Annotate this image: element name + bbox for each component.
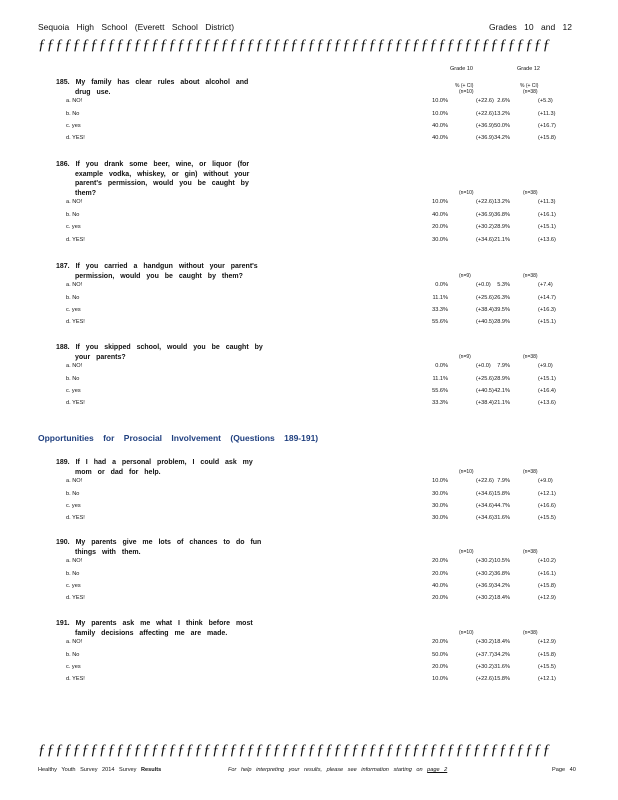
- answer-row: [56, 514, 616, 526]
- footer-help-text: [228, 767, 447, 773]
- grade10-n: (n=10): [459, 469, 474, 476]
- answer-label: d. YES!: [66, 400, 85, 407]
- grade10-ci: (+34.6): [476, 502, 494, 509]
- answer-label: a. NO!: [66, 639, 83, 646]
- grade10-ci: (+30.2): [476, 639, 494, 646]
- grade10-ci: (+30.2): [476, 663, 494, 670]
- grade12-ci: (+11.3): [538, 110, 556, 117]
- answer-row: [56, 638, 616, 650]
- grade12-percent: 34.2%: [494, 582, 510, 589]
- grade10-percent: 10.0%: [432, 98, 448, 105]
- question-line: them?: [75, 189, 96, 197]
- grade10-percent: 20.0%: [432, 663, 448, 670]
- grade12-percent: 28.9%: [494, 319, 510, 326]
- answer-label: d. YES!: [66, 135, 85, 142]
- grade10-percent: 11.1%: [432, 375, 448, 382]
- answer-label: b. No: [66, 651, 80, 658]
- answer-row: [56, 582, 616, 594]
- grade10-ci: (+34.6): [476, 236, 494, 243]
- grade10-percent: 10.0%: [432, 676, 448, 683]
- grade10-percent: 20.0%: [432, 595, 448, 602]
- grade10-ci: (+22.6): [476, 199, 494, 206]
- grade10-percent: 40.0%: [432, 211, 448, 218]
- question-line: If you drank some beer, wine, or liquor (for: [75, 161, 250, 168]
- grade12-percent: 18.4%: [494, 639, 510, 646]
- answer-row: [56, 570, 616, 582]
- answer-label: d. YES!: [66, 515, 85, 522]
- question-line: drug use.: [75, 88, 111, 96]
- question-block: [56, 619, 616, 688]
- answer-label: a. NO!: [66, 558, 83, 565]
- sample-size-row: [56, 190, 616, 198]
- grade12-ci: (+15.1): [538, 375, 556, 382]
- grade10-percent: 30.0%: [432, 490, 448, 497]
- sample-size-row: [56, 83, 616, 97]
- answer-label: a. NO!: [66, 282, 83, 289]
- grade12-percent: 18.4%: [494, 595, 510, 602]
- grade12-percent: 7.9%: [497, 478, 510, 485]
- sample-size-row: [56, 354, 616, 362]
- grade12-ci: (+13.6): [538, 236, 556, 243]
- grade10-ci: (+38.4): [476, 306, 494, 313]
- grade10-ci: (+0.0): [476, 282, 491, 289]
- grade12-ci: (+15.8): [538, 651, 556, 658]
- answer-row: [56, 198, 616, 210]
- grade10-ci: (+40.5): [476, 387, 494, 394]
- grade10-percent: 55.6%: [432, 387, 448, 394]
- grade12-n: (n=38): [523, 469, 538, 476]
- grade12-ci: (+15.1): [538, 224, 556, 231]
- answer-label: c. yes: [66, 387, 81, 394]
- question-block: [56, 160, 616, 248]
- grade12-ci: (+16.3): [538, 306, 556, 313]
- grade10-ci: (+30.2): [476, 224, 494, 231]
- footer-survey-title: [38, 767, 161, 773]
- grade10-ci: (+40.5): [476, 319, 494, 326]
- grade10-percent: 40.0%: [432, 122, 448, 129]
- grade12-ci: (+15.5): [538, 515, 556, 522]
- answer-row: [56, 502, 616, 514]
- grade12-percent: 44.7%: [494, 502, 510, 509]
- answer-row: [56, 294, 616, 306]
- grade12-percent: 28.9%: [494, 375, 510, 382]
- grade10-ci: (+22.6): [476, 478, 494, 485]
- grade10-percent: 20.0%: [432, 224, 448, 231]
- sample-size-row: [56, 469, 616, 477]
- grade10-ci: (+22.6): [476, 676, 494, 683]
- grade12-n: (n=38): [523, 273, 538, 280]
- question-number: 191.: [56, 620, 70, 627]
- grade12-n: (n=38): [523, 190, 538, 197]
- grade12-percent: 28.9%: [494, 224, 510, 231]
- grade12-ci: (+15.8): [538, 135, 556, 142]
- grade10-percent: 20.0%: [432, 639, 448, 646]
- grade12-pct-header: % (+ CI): [520, 83, 539, 90]
- question-line: your parents?: [75, 353, 126, 361]
- question-block: [56, 458, 616, 527]
- grade12-ci: (+15.5): [538, 663, 556, 670]
- answer-row: [56, 97, 616, 109]
- answer-row: [56, 675, 616, 687]
- grade10-ci: (+34.6): [476, 490, 494, 497]
- grade10-percent: 30.0%: [432, 515, 448, 522]
- grade10-ci: (+34.6): [476, 515, 494, 522]
- grade12-ci: (+16.6): [538, 502, 556, 509]
- grade10-percent: 40.0%: [432, 582, 448, 589]
- school-name: Sequoia High School (Everett School District): [38, 22, 235, 32]
- answer-label: b. No: [66, 294, 80, 301]
- answer-label: c. yes: [66, 502, 81, 509]
- answer-label: a. NO!: [66, 98, 83, 105]
- grade10-n: (n=10): [459, 190, 474, 197]
- answer-row: [56, 399, 616, 411]
- grade12-percent: 21.1%: [494, 236, 510, 243]
- grade12-ci: (+11.3): [538, 199, 556, 206]
- grade10-n: (n=10): [459, 549, 474, 556]
- grade10-percent: 33.3%: [432, 306, 448, 313]
- answer-row: [56, 281, 616, 293]
- grade10-percent: 20.0%: [432, 570, 448, 577]
- grade12-percent: 34.2%: [494, 135, 510, 142]
- answer-row: [56, 362, 616, 374]
- question-line: family decisions affecting me are made.: [75, 629, 228, 637]
- question-line: things with them.: [75, 548, 141, 556]
- answer-row: [56, 211, 616, 223]
- footer-help-sentence: For help interpreting your results, please see information starting on: [228, 767, 423, 773]
- grade12-ci: (+12.9): [538, 595, 556, 602]
- answer-label: c. yes: [66, 582, 81, 589]
- question-line: If I had a personal problem, I could ask my: [75, 459, 253, 466]
- grade10-percent: 20.0%: [432, 558, 448, 565]
- grade10-percent: 30.0%: [432, 502, 448, 509]
- answer-row: [56, 134, 616, 146]
- grade10-ci: (+30.2): [476, 595, 494, 602]
- answer-row: [56, 110, 616, 122]
- section-title: Opportunities for Prosocial Involvement (Questions 189-191): [38, 433, 319, 443]
- grade12-ci: (+12.9): [538, 639, 556, 646]
- answer-row: [56, 651, 616, 663]
- answer-label: a. NO!: [66, 363, 83, 370]
- grade10-n: (n=9): [459, 273, 471, 280]
- answer-label: b. No: [66, 110, 80, 117]
- grade12-percent: 2.6%: [497, 98, 510, 105]
- grade12-percent: 26.3%: [494, 294, 510, 301]
- answer-label: a. NO!: [66, 199, 83, 206]
- grade10-n: (n=10): [459, 630, 474, 637]
- footer-results: Results: [141, 767, 162, 773]
- grade12-ci: (+14.7): [538, 294, 556, 301]
- grade12-n: (n=38): [523, 89, 538, 96]
- grade12-ci: (+16.7): [538, 122, 556, 129]
- answer-row: [56, 387, 616, 399]
- grade10-ci: (+25.6): [476, 294, 494, 301]
- grade12-ci: (+9.0): [538, 478, 553, 485]
- grade10-percent: 33.3%: [432, 400, 448, 407]
- grade12-percent: 50.0%: [494, 122, 510, 129]
- question-block: [56, 538, 616, 607]
- question-number: 190.: [56, 539, 70, 546]
- grade12-percent: 5.3%: [497, 282, 510, 289]
- grade10-ci: (+38.4): [476, 400, 494, 407]
- answer-label: d. YES!: [66, 676, 85, 683]
- answer-label: d. YES!: [66, 319, 85, 326]
- grade12-percent: 7.9%: [497, 363, 510, 370]
- grade12-ci: (+16.1): [538, 211, 556, 218]
- grade12-ci: (+16.4): [538, 387, 556, 394]
- grade10-percent: 40.0%: [432, 135, 448, 142]
- grade12-percent: 36.8%: [494, 211, 510, 218]
- grade10-ci: (+36.9): [476, 211, 494, 218]
- answer-label: c. yes: [66, 224, 81, 231]
- grade10-ci: (+22.6): [476, 98, 494, 105]
- question-line: example vodka, whiskey, or gin) without your: [75, 170, 250, 178]
- grade10-ci: (+22.6): [476, 110, 494, 117]
- grades-label: Grades 10 and 12: [488, 22, 572, 32]
- grade12-percent: 15.8%: [494, 676, 510, 683]
- grade10-percent: 11.1%: [432, 294, 448, 301]
- answer-row: [56, 557, 616, 569]
- bottom-rule: ƒƒƒƒƒƒƒƒƒƒƒƒƒƒƒƒƒƒƒƒƒƒƒƒƒƒƒƒƒƒƒƒƒƒƒƒƒƒƒƒƒƒƒƒƒƒƒƒƒƒƒƒƒƒƒƒƒƒƒ: [38, 742, 552, 758]
- grade10-ci: (+36.9): [476, 122, 494, 129]
- question-block: [56, 343, 616, 412]
- sample-size-row: [56, 549, 616, 557]
- answer-label: b. No: [66, 375, 80, 382]
- question-number: 187.: [56, 263, 70, 270]
- grade12-ci: (+7.4): [538, 282, 553, 289]
- answer-row: [56, 223, 616, 235]
- grade12-ci: (+5.3): [538, 98, 553, 105]
- footer-survey-name: Healthy Youth Survey 2014 Survey: [38, 767, 137, 773]
- question-line: If you skipped school, would you be caught by: [75, 344, 263, 351]
- question-line: permission, would you be caught by them?: [75, 272, 243, 280]
- question-line: If you carried a handgun without your parent's: [75, 263, 258, 270]
- grade10-pct-header: % (+ CI): [455, 83, 474, 90]
- grade12-percent: 36.8%: [494, 570, 510, 577]
- question-number: 188.: [56, 344, 70, 351]
- answer-label: c. yes: [66, 122, 81, 129]
- grade10-ci: (+30.2): [476, 570, 494, 577]
- grade12-ci: (+10.2): [538, 558, 556, 565]
- grade12-percent: 13.2%: [494, 199, 510, 206]
- sample-size-row: [56, 630, 616, 638]
- grade12-percent: 13.2%: [494, 110, 510, 117]
- grade12-ci: (+12.1): [538, 490, 556, 497]
- footer-page-link[interactable]: page 2: [427, 767, 448, 773]
- grade12-ci: (+12.1): [538, 676, 556, 683]
- answer-label: b. No: [66, 211, 80, 218]
- answer-label: c. yes: [66, 306, 81, 313]
- answer-label: a. NO!: [66, 478, 83, 485]
- answer-label: b. No: [66, 490, 80, 497]
- answer-row: [56, 663, 616, 675]
- grade10-n: (n=10): [459, 89, 474, 96]
- question-number: 189.: [56, 459, 70, 466]
- grade12-n: (n=38): [523, 630, 538, 637]
- grade10-percent: 0.0%: [435, 363, 448, 370]
- question-block: [56, 262, 616, 331]
- grade12-ci: (+13.6): [538, 400, 556, 407]
- answer-label: d. YES!: [66, 236, 85, 243]
- answer-label: c. yes: [66, 663, 81, 670]
- answer-row: [56, 375, 616, 387]
- answer-row: [56, 318, 616, 330]
- question-line: parent's permission, would you be caught by: [75, 180, 249, 188]
- answer-row: [56, 594, 616, 606]
- grade12-percent: 10.5%: [494, 558, 510, 565]
- grade10-column-header: Grade 10: [450, 66, 473, 72]
- grade10-ci: (+0.0): [476, 363, 491, 370]
- question-block: [56, 78, 616, 147]
- answer-label: d. YES!: [66, 595, 85, 602]
- grade10-percent: 30.0%: [432, 236, 448, 243]
- question-number: 186.: [56, 161, 70, 168]
- grade12-percent: 15.8%: [494, 490, 510, 497]
- sample-size-row: [56, 273, 616, 281]
- grade10-percent: 10.0%: [432, 110, 448, 117]
- grade10-percent: 50.0%: [432, 651, 448, 658]
- grade12-n: (n=38): [523, 354, 538, 361]
- grade12-percent: 31.6%: [494, 515, 510, 522]
- grade12-percent: 21.1%: [494, 400, 510, 407]
- grade10-n: (n=9): [459, 354, 471, 361]
- answer-row: [56, 306, 616, 318]
- grade12-n: (n=38): [523, 549, 538, 556]
- grade12-column-header: Grade 12: [517, 66, 540, 72]
- grade12-percent: 34.2%: [494, 651, 510, 658]
- question-line: My family has clear rules about alcohol and: [75, 79, 249, 86]
- grade12-ci: (+9.0): [538, 363, 553, 370]
- grade12-ci: (+15.1): [538, 319, 556, 326]
- answer-row: [56, 122, 616, 134]
- grade10-ci: (+37.7): [476, 651, 494, 658]
- grade10-percent: 10.0%: [432, 199, 448, 206]
- answer-label: b. No: [66, 570, 80, 577]
- grade12-ci: (+15.8): [538, 582, 556, 589]
- answer-row: [56, 490, 616, 502]
- grade10-ci: (+30.2): [476, 558, 494, 565]
- question-line: mom or dad for help.: [75, 468, 161, 476]
- grade12-percent: 42.1%: [494, 387, 510, 394]
- question-line: My parents give me lots of chances to do fun: [75, 539, 262, 546]
- grade10-ci: (+25.6): [476, 375, 494, 382]
- grade10-percent: 55.6%: [432, 319, 448, 326]
- top-rule: ƒƒƒƒƒƒƒƒƒƒƒƒƒƒƒƒƒƒƒƒƒƒƒƒƒƒƒƒƒƒƒƒƒƒƒƒƒƒƒƒƒƒƒƒƒƒƒƒƒƒƒƒƒƒƒƒƒƒƒ: [38, 37, 552, 53]
- grade12-percent: 31.6%: [494, 663, 510, 670]
- page-number: Page 40: [552, 767, 576, 773]
- grade12-percent: 39.5%: [494, 306, 510, 313]
- answer-row: [56, 236, 616, 248]
- grade10-percent: 10.0%: [432, 478, 448, 485]
- question-line: My parents ask me what I think before most: [75, 620, 253, 627]
- grade12-ci: (+16.1): [538, 570, 556, 577]
- answer-row: [56, 477, 616, 489]
- grade10-percent: 0.0%: [435, 282, 448, 289]
- question-number: 185.: [56, 79, 70, 86]
- grade10-ci: (+36.9): [476, 135, 494, 142]
- grade10-ci: (+36.9): [476, 582, 494, 589]
